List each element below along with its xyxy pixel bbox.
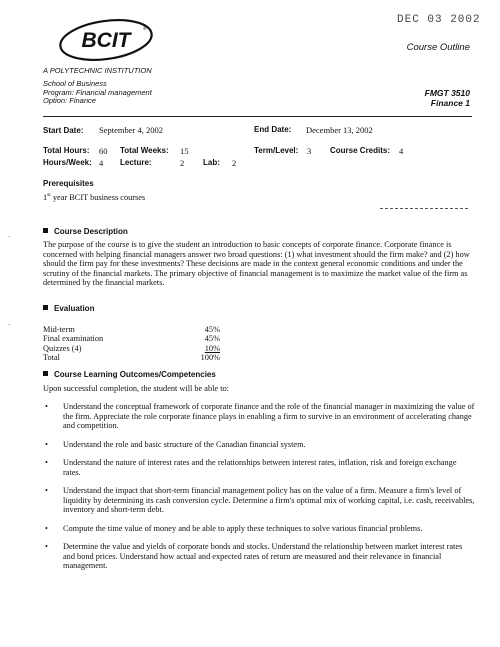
outcome-text: Understand the impact that short-term financial management policy has on the value of a firm. Measure a firm's level of liquidity by determining its cash conversion cycle. Determine a firm's optimal mix of working capital, i.e. cash, receivables, inventory and short-term debt. <box>63 486 475 515</box>
total-hours-value: 60 <box>99 146 108 156</box>
end-date-label: End Date: <box>254 125 292 134</box>
evaluation-item-value: 100% <box>200 353 220 363</box>
scan-margin-mark: . <box>8 318 11 327</box>
course-description-title <box>43 227 128 236</box>
logo-wordmark: BCIT <box>81 29 131 52</box>
bullet-icon: • <box>45 458 48 467</box>
outcomes-title <box>43 370 216 379</box>
bcit-logo <box>57 18 155 64</box>
credits-label: Course Credits: <box>330 146 391 155</box>
lab-label: Lab: <box>203 158 220 167</box>
list-item <box>43 524 475 534</box>
section-square-icon <box>43 305 48 310</box>
term-label: Term/Level: <box>254 146 299 155</box>
outcomes-intro: Upon successful completion, the student will be able to: <box>43 384 229 393</box>
outcome-text: Determine the value and yields of corporate bonds and stocks. Understand the relationship between market interest rates and bond prices. Understand how actual and expected rates of return are measured and their relevance in financial management. <box>63 542 463 571</box>
program-name: Program: Financial management <box>43 87 152 97</box>
section-square-icon <box>43 371 48 376</box>
total-weeks-label: Total Weeks: <box>120 146 169 155</box>
section-square-icon <box>43 228 48 233</box>
lecture-label: Lecture: <box>120 158 152 167</box>
bullet-icon: • <box>45 542 48 551</box>
prerequisites-year: 1 <box>43 192 48 202</box>
start-date-label: Start Date: <box>43 126 84 135</box>
outcome-text: Understand the conceptual framework of corporate finance and the role of the financial manager in maximizing the value of the firm. Appreciate the role corporate finance plays in enabling a firm to survive in an environment of accelerating change and competition. <box>63 402 475 431</box>
prerequisites-title: Prerequisites <box>43 179 94 188</box>
evaluation-title <box>43 304 94 313</box>
outcome-text: Understand the nature of interest rates and the relationships between interest rates, inflation, risk and foreign exchange rates. <box>63 458 457 477</box>
prerequisites-rest: year BCIT business courses <box>50 192 146 202</box>
lecture-value: 2 <box>180 158 185 168</box>
lab-value: 2 <box>232 158 237 168</box>
evaluation-heading: Evaluation <box>54 304 95 313</box>
course-description-heading: Course Description <box>54 227 128 236</box>
list-item <box>43 402 475 431</box>
evaluation-item-value: 10% <box>204 343 220 353</box>
svg-text:®: ® <box>143 26 147 32</box>
start-date-row <box>43 125 83 135</box>
ordinal-suffix: st <box>47 192 51 198</box>
institution-tagline: A POLYTECHNIC INSTITUTION <box>43 66 152 75</box>
course-name: Finance 1 <box>430 98 470 108</box>
hours-week-label: Hours/Week: <box>43 158 92 167</box>
end-date-value: December 13, 2002 <box>306 125 373 135</box>
bullet-icon: • <box>45 486 48 495</box>
evaluation-item-value: 45% <box>204 325 220 334</box>
school-info <box>43 80 152 106</box>
prerequisites-text <box>43 191 145 202</box>
total-weeks-value: 15 <box>180 146 189 156</box>
evaluation-item-name: Total <box>43 353 60 363</box>
hours-week-value: 4 <box>99 158 104 168</box>
list-item <box>43 486 475 515</box>
outcome-text: Compute the time value of money and be able to apply these techniques to solve various financial problems. <box>63 523 423 533</box>
scan-margin-mark: · <box>8 232 11 241</box>
bullet-icon: • <box>45 523 48 533</box>
date-received-stamp: DEC 03 2002 <box>397 14 481 26</box>
header-divider <box>43 116 472 117</box>
list-item <box>43 458 475 477</box>
course-code: FMGT 3510 <box>424 88 470 98</box>
bullet-icon: • <box>45 439 48 449</box>
evaluation-item-value: 45% <box>204 334 220 344</box>
outcomes-heading: Course Learning Outcomes/Competencies <box>54 370 216 379</box>
evaluation-item-name: Mid-term <box>43 325 75 334</box>
credits-value: 4 <box>399 146 404 156</box>
start-date-value: September 4, 2002 <box>99 125 163 135</box>
term-value: 3 <box>307 146 312 156</box>
course-description-text: The purpose of the course is to give the student an introduction to basic concepts of corporate finance. Corporate finance is concerned with helping financial managers answer two broad questions: (1) what investment should the firm make? and (2) how should the firm pay for these investments? These decisions are made in the context general economic conditions and under the scrutiny of the financial markets. The primary objective of financial management is to maximize the market value of the firm as determined by the financial markets. <box>43 240 470 288</box>
evaluation-item-name: Final examination <box>43 334 104 344</box>
option-name: Option: Finance <box>43 96 96 105</box>
outcome-text: Understand the role and basic structure of the Canadian financial system. <box>63 439 306 449</box>
outcomes-list <box>43 402 475 580</box>
list-item <box>43 542 475 571</box>
list-item <box>43 440 475 450</box>
course-identifier <box>425 88 470 108</box>
total-hours-label: Total Hours: <box>43 146 90 155</box>
bullet-icon: • <box>45 402 48 411</box>
dashed-divider <box>380 208 468 209</box>
document-type: Course Outline <box>406 42 470 53</box>
school-name: School of Business <box>43 79 107 88</box>
evaluation-item-name: Quizzes (4) <box>43 343 82 353</box>
